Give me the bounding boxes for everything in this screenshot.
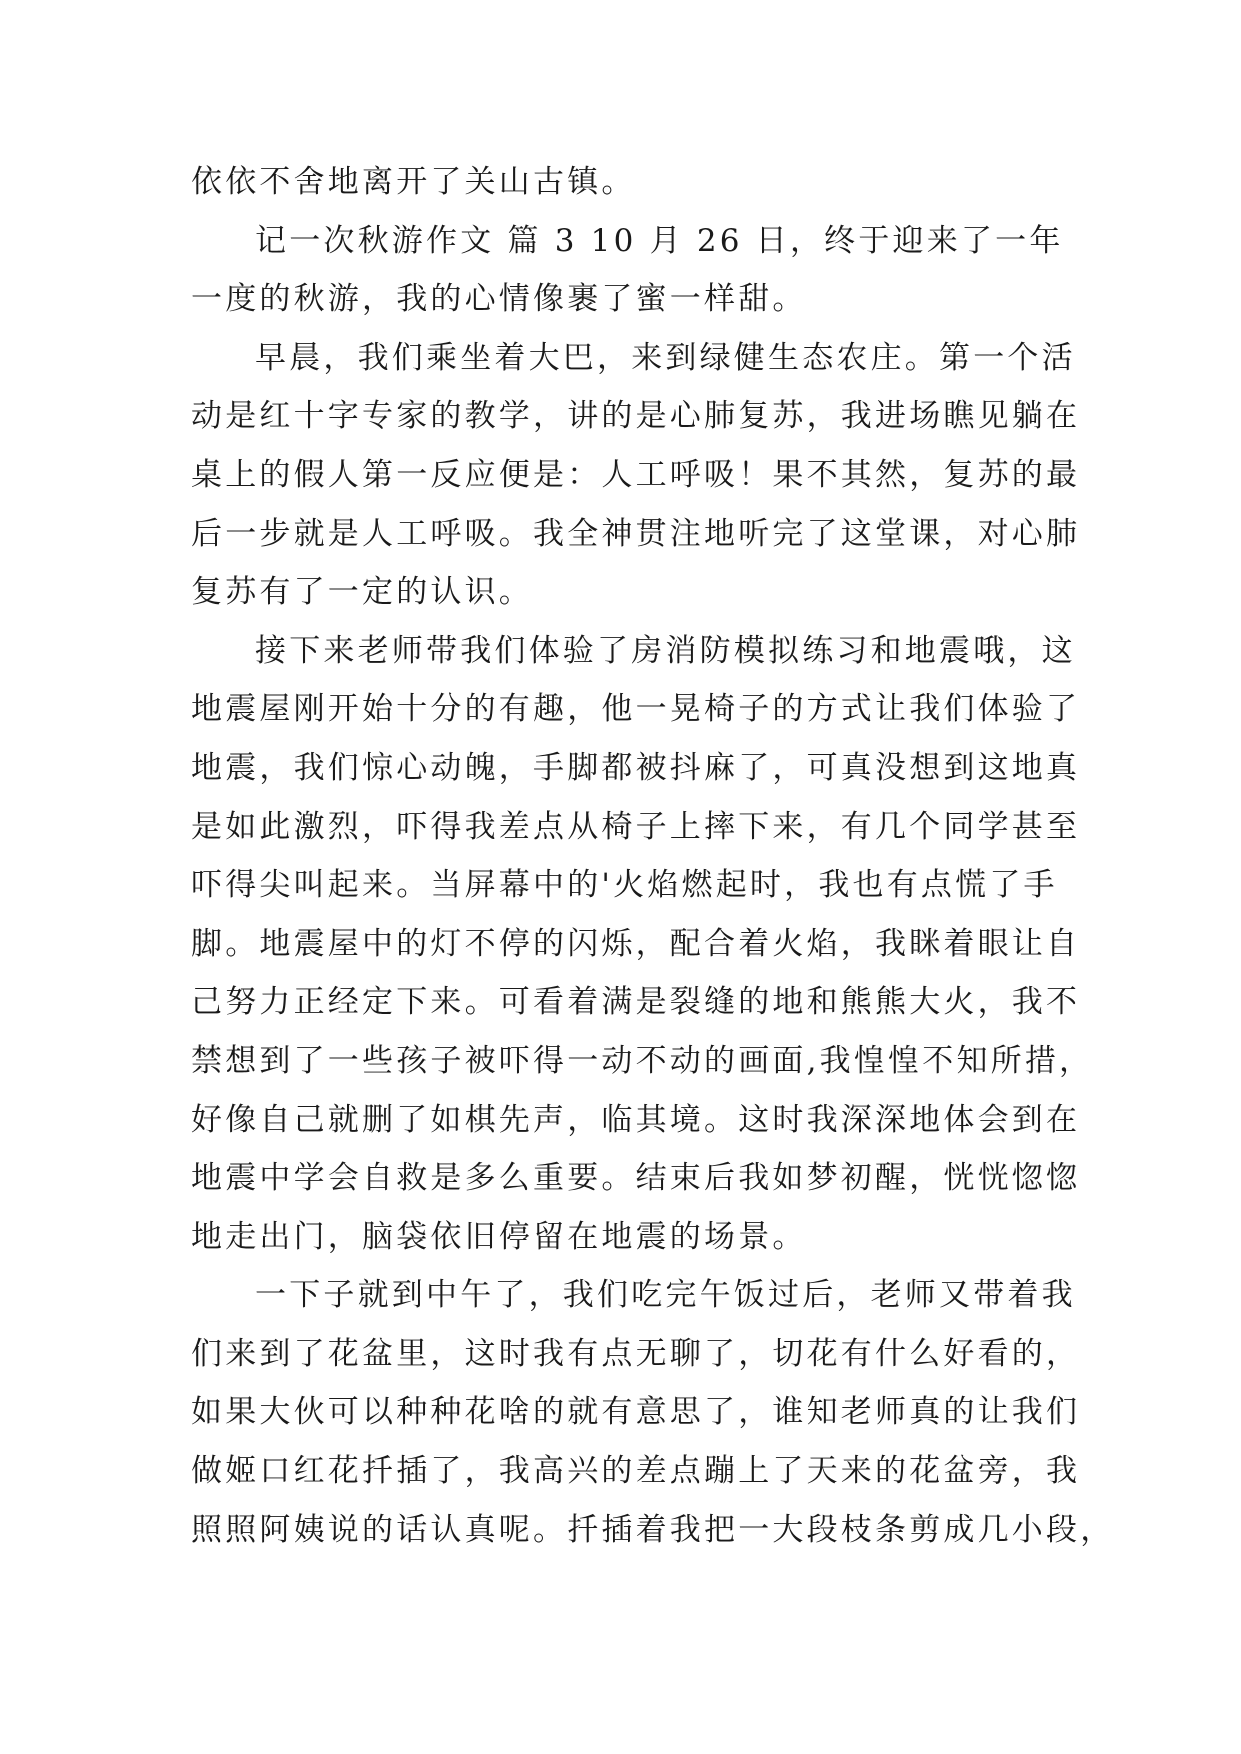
text-line: 桌上的假人第一反应便是：人工呼吸！果不其然，复苏的最 — [191, 456, 1081, 493]
text-line: 地震，我们惊心动魄，手脚都被抖麻了，可真没想到这地真 — [191, 749, 1081, 786]
text-line: 地走出门，脑袋依旧停留在地震的场景。 — [191, 1218, 807, 1255]
text-line: 后一步就是人工呼吸。我全神贯注地听完了这堂课，对心肺 — [191, 515, 1081, 552]
text-line: 一度的秋游，我的心情像裹了蜜一样甜。 — [191, 281, 807, 318]
text-line: 一下子就到中午了，我们吃完午饭过后，老师又带着我 — [255, 1277, 1076, 1314]
text-line: 早晨，我们乘坐着大巴，来到绿健生态农庄。第一个活 — [255, 339, 1076, 376]
text-line: 动是红十字专家的教学，讲的是心肺复苏，我进场瞧见躺在 — [191, 398, 1081, 435]
text-line: 复苏有了一定的认识。 — [191, 574, 533, 611]
text-line: 如果大伙可以种种花啥的就有意思了，谁知老师真的让我们 — [191, 1394, 1081, 1431]
text-line: 地震中学会自救是多么重要。结束后我如梦初醒，恍恍惚惚 — [191, 1160, 1081, 1197]
text-line: 是如此激烈，吓得我差点从椅子上摔下来，有几个同学甚至 — [191, 808, 1081, 845]
text-line: 脚。地震屋中的灯不停的闪烁，配合着火焰，我眯着眼让自 — [191, 925, 1081, 962]
text-line: 依依不舍地离开了关山古镇。 — [191, 164, 636, 200]
text-line: 做姬口红花扦插了，我高兴的差点蹦上了天来的花盆旁，我 — [191, 1453, 1081, 1490]
text-line: 记一次秋游作文 篇 3 10 月 26 日，终于迎来了一年 — [255, 222, 1064, 259]
text-line: 照照阿姨说的话认真呢。扦插着我把一大段枝条剪成几小段， — [191, 1511, 1115, 1548]
text-line: 地震屋刚开始十分的有趣，他一晃椅子的方式让我们体验了 — [191, 691, 1081, 728]
essay-body — [191, 153, 1115, 1559]
text-line: 吓得尖叫起来。当屏幕中的'火焰燃起时，我也有点慌了手 — [191, 867, 1058, 904]
text-line: 好像自己就删了如棋先声，临其境。这时我深深地体会到在 — [191, 1101, 1081, 1138]
text-line: 接下来老师带我们体验了房消防模拟练习和地震哦，这 — [255, 632, 1076, 669]
text-line: 们来到了花盆里，这时我有点无聊了，切花有什么好看的， — [191, 1335, 1081, 1372]
text-line: 己努力正经定下来。可看着满是裂缝的地和熊熊大火，我不 — [191, 984, 1081, 1021]
text-line: 禁想到了一些孩子被吓得一动不动的画面,我惶惶不知所措， — [191, 1042, 1094, 1079]
